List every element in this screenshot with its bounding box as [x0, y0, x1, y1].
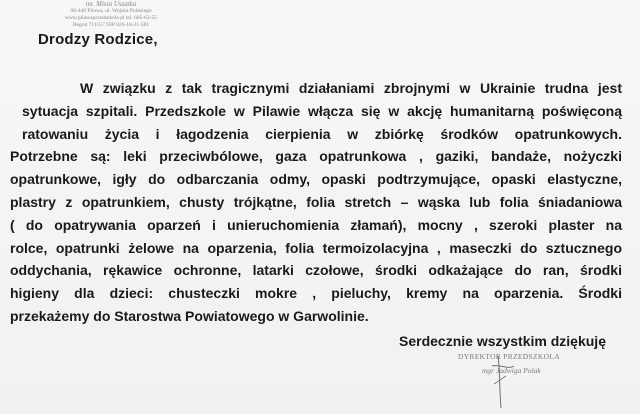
body-line: W związku z tak tragicznymi działaniami zbrojnymi w Ukrainie trudna jest — [80, 80, 622, 96]
signature-stamp — [458, 352, 588, 375]
body-line: przekażemy do Starostwa Powiatowego w Garwolinie. — [10, 307, 369, 324]
letterhead-line: Regon 711157 NIP 826-18-21-581 — [72, 22, 150, 28]
body-line: plastry z opatrunkiem, chusty trójkątne, folia stretch – wąska lub folia śniadaniowa — [10, 193, 622, 210]
closing-text: Serdecznie wszystkim dziękuję — [399, 333, 606, 349]
body-line: opatrunkowe, igły do odbarczania odmy, opaski podtrzymujące, opaski elastyczne, — [10, 171, 622, 188]
letterhead-stamp — [56, 0, 166, 29]
letter-body — [10, 77, 622, 328]
letterhead-line: 08-440 Pilawa, ul. Wojska Polskiego — [70, 8, 152, 14]
handwritten-signature-icon — [490, 354, 516, 410]
body-line: Potrzebne są: leki przeciwbólowe, gaza opatrunkowa , gaziki, bandaże, nożyczki — [10, 148, 622, 165]
signature-name: mgr Jadwiga Polak — [482, 366, 541, 375]
body-line: oddychania, rękawice ochronne, latarki czołowe, środki odkażające do ran, środki — [10, 262, 622, 279]
letterhead-line: im. Misia Uszatka — [85, 0, 137, 8]
body-line: sytuacja szpitali. Przedszkole w Pilawie włącza się w akcję humanitarną poświęconą — [22, 102, 622, 119]
body-line: higieny dla dzieci: chusteczki mokre , pieluchy, kremy na oparzenia. Środki — [10, 285, 622, 302]
body-line: ( do opatrywania oparzeń i unieruchomienia złamań), mocny , szeroki plaster na — [10, 216, 622, 233]
body-line: ratowaniu życia i łagodzenia cierpienia w zbiórkę środków opatrunkowych. — [22, 125, 622, 142]
letterhead-line: www.pilawaprzedszkole.pl tel. 685-63-55 — [64, 15, 158, 21]
greeting: Drodzy Rodzice, — [38, 31, 158, 48]
signature-title: DYREKTOR PRZEDSZKOLA — [458, 352, 560, 361]
body-line: rolce, opatrunki żelowe na oparzenia, folia termoizolacyjna , maseczki do sztucznego — [10, 239, 622, 256]
